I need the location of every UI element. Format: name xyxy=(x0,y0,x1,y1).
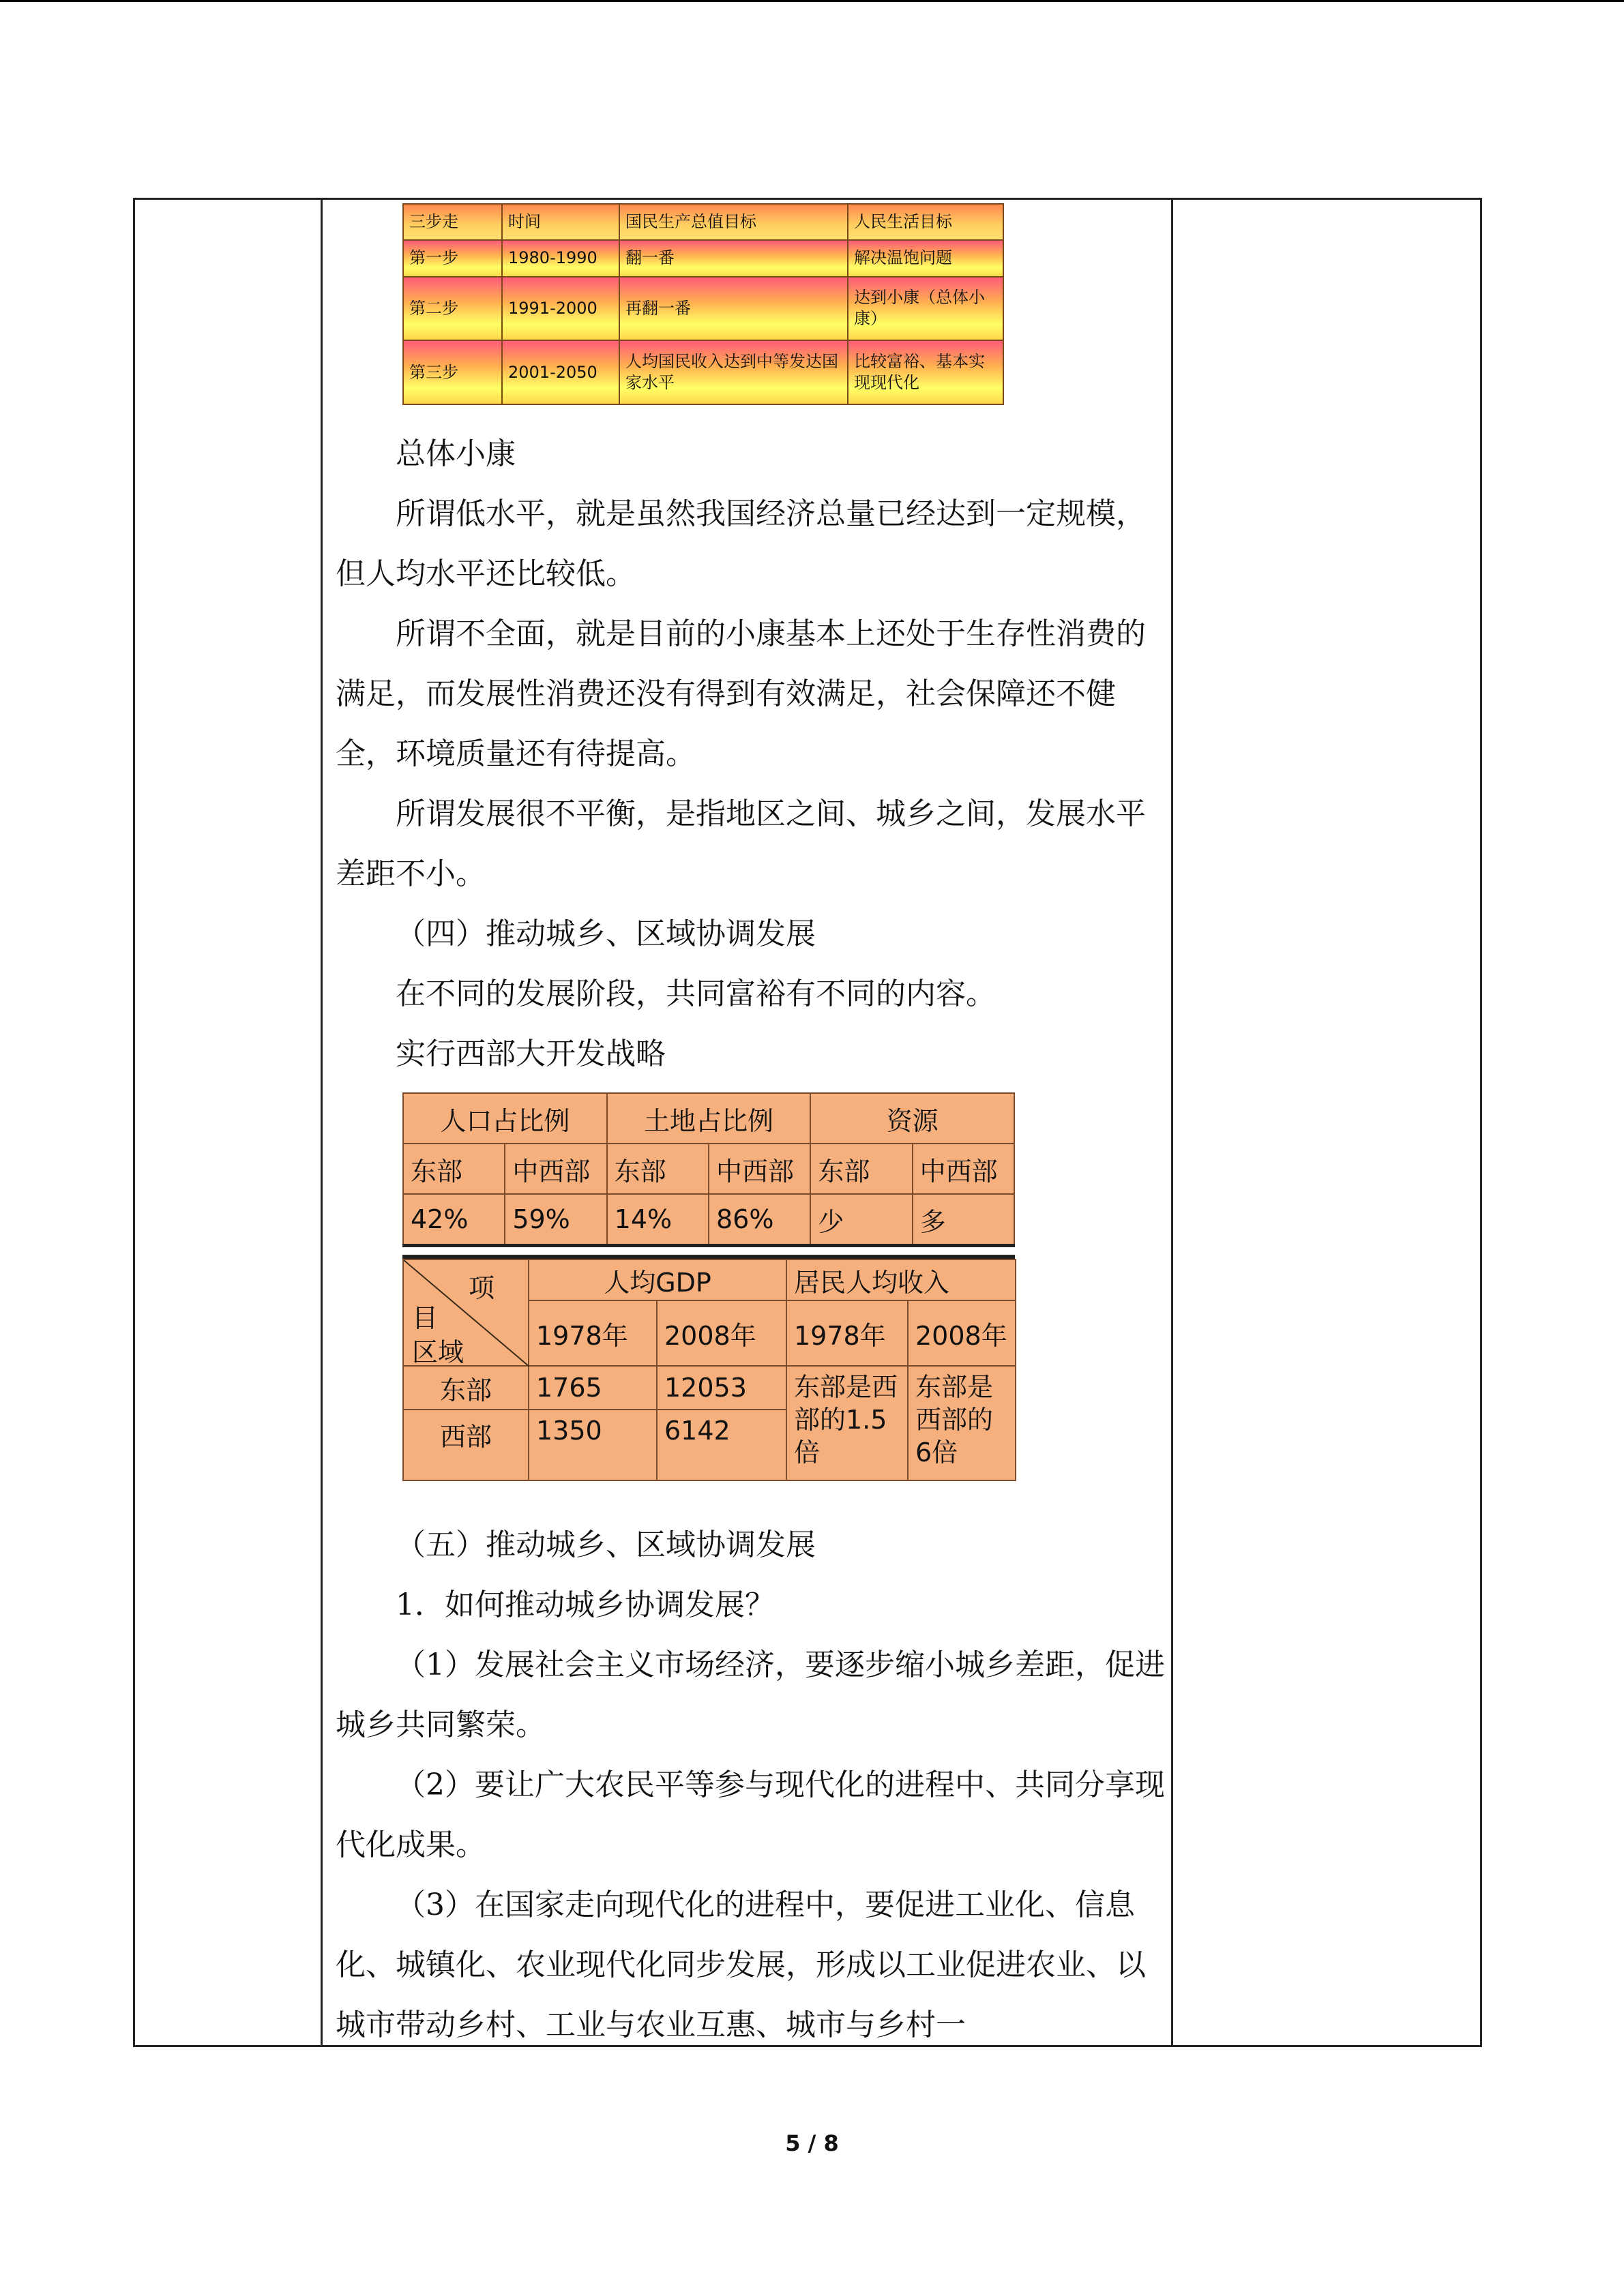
table-cell: 土地占比例 xyxy=(607,1093,811,1144)
table-cell: 国民生产总值目标 xyxy=(619,204,848,240)
table-cell: 第一步 xyxy=(403,240,502,276)
table-cell: 2001-2050 xyxy=(502,340,619,404)
table-cell: 1765 xyxy=(529,1366,657,1410)
table-cell: 翻一番 xyxy=(619,240,848,276)
table-cell: 东部 xyxy=(403,1144,505,1194)
table-cell: 中西部 xyxy=(709,1144,810,1194)
section-four-heading: （四）推动城乡、区域协调发展 xyxy=(396,916,816,951)
table-cell: 1978年 xyxy=(529,1300,657,1366)
table-row xyxy=(403,204,1003,240)
table-cell: 第二步 xyxy=(403,277,502,341)
three-steps-table xyxy=(402,203,1004,405)
table-cell: 东部是西部的1.5倍 xyxy=(786,1366,908,1480)
table-cell: 人口占比例 xyxy=(403,1093,607,1144)
table-cell: 人民生活目标 xyxy=(848,204,1003,240)
paragraph-incomplete: 所谓不全面，就是目前的小康基本上还处于生存性消费的满足，而发展性消费还没有得到有效满足，社会保障还不健全，环境质量还有待提高。 xyxy=(336,616,1146,771)
corner-label-mid: 目 xyxy=(412,1303,439,1333)
table-cell: 12053 xyxy=(657,1366,786,1410)
table-cell: 第三步 xyxy=(403,340,502,404)
table-row xyxy=(403,1194,1014,1246)
table-cell: 中西部 xyxy=(913,1144,1014,1194)
table-cell: 少 xyxy=(810,1194,912,1246)
population-land-resource-table xyxy=(402,1092,1015,1247)
main-content-cell xyxy=(322,199,1171,2046)
table-cell: 再翻一番 xyxy=(619,277,848,341)
table-cell: 2008年 xyxy=(657,1300,786,1366)
paragraph-west-strategy: 实行西部大开发战略 xyxy=(396,1037,666,1071)
table-cell: 42% xyxy=(403,1194,505,1246)
paragraph-low-level: 所谓低水平，就是虽然我国经济总量已经达到一定规模，但人均水平还比较低。 xyxy=(336,496,1146,591)
three-steps-table-wrap xyxy=(402,203,1171,405)
table-cell: 资源 xyxy=(810,1093,1014,1144)
paragraph-common-prosperity: 在不同的发展阶段，共同富裕有不同的内容。 xyxy=(396,976,996,1011)
table-cell: 6142 xyxy=(657,1410,786,1480)
corner-label-top: 项 xyxy=(469,1273,495,1303)
table-cell: 2008年 xyxy=(908,1300,1016,1366)
table-cell: 东部 xyxy=(810,1144,912,1194)
table-cell: 达到小康（总体小康） xyxy=(848,277,1003,341)
table-cell: 1978年 xyxy=(786,1300,908,1366)
table-cell: 东部 xyxy=(607,1144,709,1194)
answer-3: （3）在国家走向现代化的进程中，要促进工业化、信息化、城镇化、农业现代化同步发展，形成以工业促进农业、以城市带动乡村、工业与农业互惠、城市与乡村一 xyxy=(336,1888,1146,2042)
table-cell: 1980-1990 xyxy=(502,240,619,276)
table-row xyxy=(403,340,1003,404)
table-row xyxy=(403,240,1003,276)
table-cell: 1350 xyxy=(529,1410,657,1480)
section-five-heading: （五）推动城乡、区域协调发展 xyxy=(396,1527,816,1562)
table-row xyxy=(403,1093,1014,1144)
table-cell: 解决温饱问题 xyxy=(848,240,1003,276)
table-row xyxy=(403,277,1003,341)
table-cell: 三步走 xyxy=(403,204,502,240)
page-number: 5 / 8 xyxy=(785,2130,839,2156)
heading-overall-xiaokang: 总体小康 xyxy=(396,436,516,471)
table-cell: 14% xyxy=(607,1194,709,1246)
table-cell: 东部 xyxy=(403,1366,529,1410)
table-cell: 西部 xyxy=(403,1410,529,1480)
table-cell: 东部是西部的6倍 xyxy=(908,1366,1016,1480)
table-cell: 人均国民收入达到中等发达国家水平 xyxy=(619,340,848,404)
table-cell: 多 xyxy=(913,1194,1014,1246)
paragraph-unbalanced: 所谓发展很不平衡，是指地区之间、城乡之间，发展水平差距不小。 xyxy=(336,796,1146,891)
table-cell: 时间 xyxy=(502,204,619,240)
gdp-income-table-wrap xyxy=(402,1255,1015,1481)
corner-label-bottom: 区域 xyxy=(412,1337,464,1367)
table-cell: 比较富裕、基本实现现代化 xyxy=(848,340,1003,404)
table-cell: 中西部 xyxy=(505,1144,606,1194)
table-row xyxy=(403,1259,1016,1300)
table-cell: 59% xyxy=(505,1194,606,1246)
question-urban-rural: 1．如何推动城乡协调发展？ xyxy=(396,1587,775,1622)
table-row xyxy=(403,1144,1014,1194)
table-corner-cell xyxy=(403,1259,529,1366)
table-cell: 人均GDP xyxy=(529,1259,786,1300)
column-divider-right xyxy=(1171,198,1173,2047)
gdp-income-table xyxy=(402,1259,1016,1481)
top-rule xyxy=(0,0,1624,2)
table-row xyxy=(403,1366,1016,1410)
table-cell: 86% xyxy=(709,1194,810,1246)
answer-2: （2）要让广大农民平等参与现代化的进程中、共同分享现代化成果。 xyxy=(336,1768,1165,1862)
table-cell: 居民人均收入 xyxy=(786,1259,1016,1300)
table-cell: 1991-2000 xyxy=(502,277,619,341)
answer-1: （1）发展社会主义市场经济，要逐步缩小城乡差距，促进城乡共同繁荣。 xyxy=(336,1648,1165,1742)
